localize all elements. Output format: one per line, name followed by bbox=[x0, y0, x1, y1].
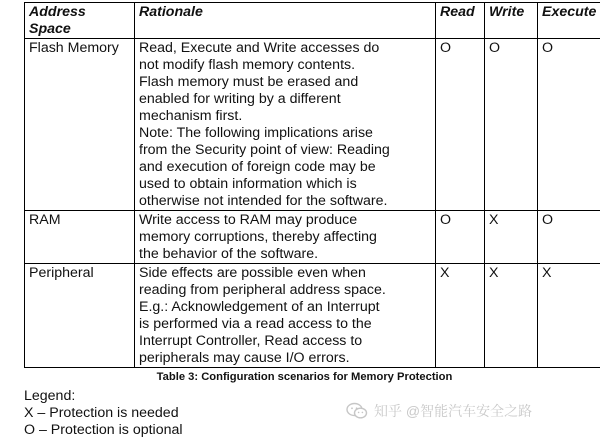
cell-read: O bbox=[436, 211, 485, 264]
header-address-space: Address Space bbox=[25, 3, 135, 39]
table-row-peripheral bbox=[25, 264, 600, 368]
header-read: Read bbox=[436, 3, 485, 39]
header-write: Write bbox=[485, 3, 538, 39]
memory-protection-table bbox=[24, 2, 600, 368]
cell-execute: O bbox=[538, 211, 600, 264]
cell-address-space: Peripheral bbox=[25, 264, 135, 368]
cell-execute: X bbox=[538, 264, 600, 368]
cell-address-space: RAM bbox=[25, 211, 135, 264]
cell-read: X bbox=[436, 264, 485, 368]
legend bbox=[24, 388, 183, 439]
header-execute: Execute bbox=[538, 3, 600, 39]
cell-write: X bbox=[485, 211, 538, 264]
legend-item-x: X – Protection is needed bbox=[24, 405, 179, 421]
cell-rationale: Side effects are possible even when reading from peripheral address space. E.g.: Acknowledgement of an Interrupt is performed via a read access to the Interrupt Controller, Read access to peripherals may cause I/O errors. bbox=[135, 264, 436, 368]
table-row-flash-memory bbox=[25, 39, 600, 211]
cell-execute: O bbox=[538, 39, 600, 211]
watermark-text: 知乎 @智能汽车安全之路 bbox=[374, 403, 533, 419]
cell-rationale: Write access to RAM may produce memory corruptions, thereby affecting the behavior of the software. bbox=[135, 211, 436, 264]
wechat-logo-icon bbox=[346, 402, 368, 420]
cell-read: O bbox=[436, 39, 485, 211]
watermark bbox=[346, 401, 532, 421]
cell-rationale: Read, Execute and Write accesses do not modify flash memory contents. Flash memory must be erased and enabled for writing by a different mechanism first. Note: The following implications arise from the Security point of view: Reading and execution of foreign code may be used to obtain information which is otherwise not intended for the software. bbox=[135, 39, 436, 211]
table-header-row bbox=[25, 3, 600, 39]
cell-address-space: Flash Memory bbox=[25, 39, 135, 211]
legend-title: Legend: bbox=[24, 388, 76, 404]
table-caption: Table 3: Configuration scenarios for Memory Protection bbox=[156, 371, 453, 383]
cell-write: O bbox=[485, 39, 538, 211]
table-row-ram bbox=[25, 211, 600, 264]
legend-item-o: O – Protection is optional bbox=[24, 422, 183, 438]
header-rationale: Rationale bbox=[135, 3, 436, 39]
cell-write: X bbox=[485, 264, 538, 368]
